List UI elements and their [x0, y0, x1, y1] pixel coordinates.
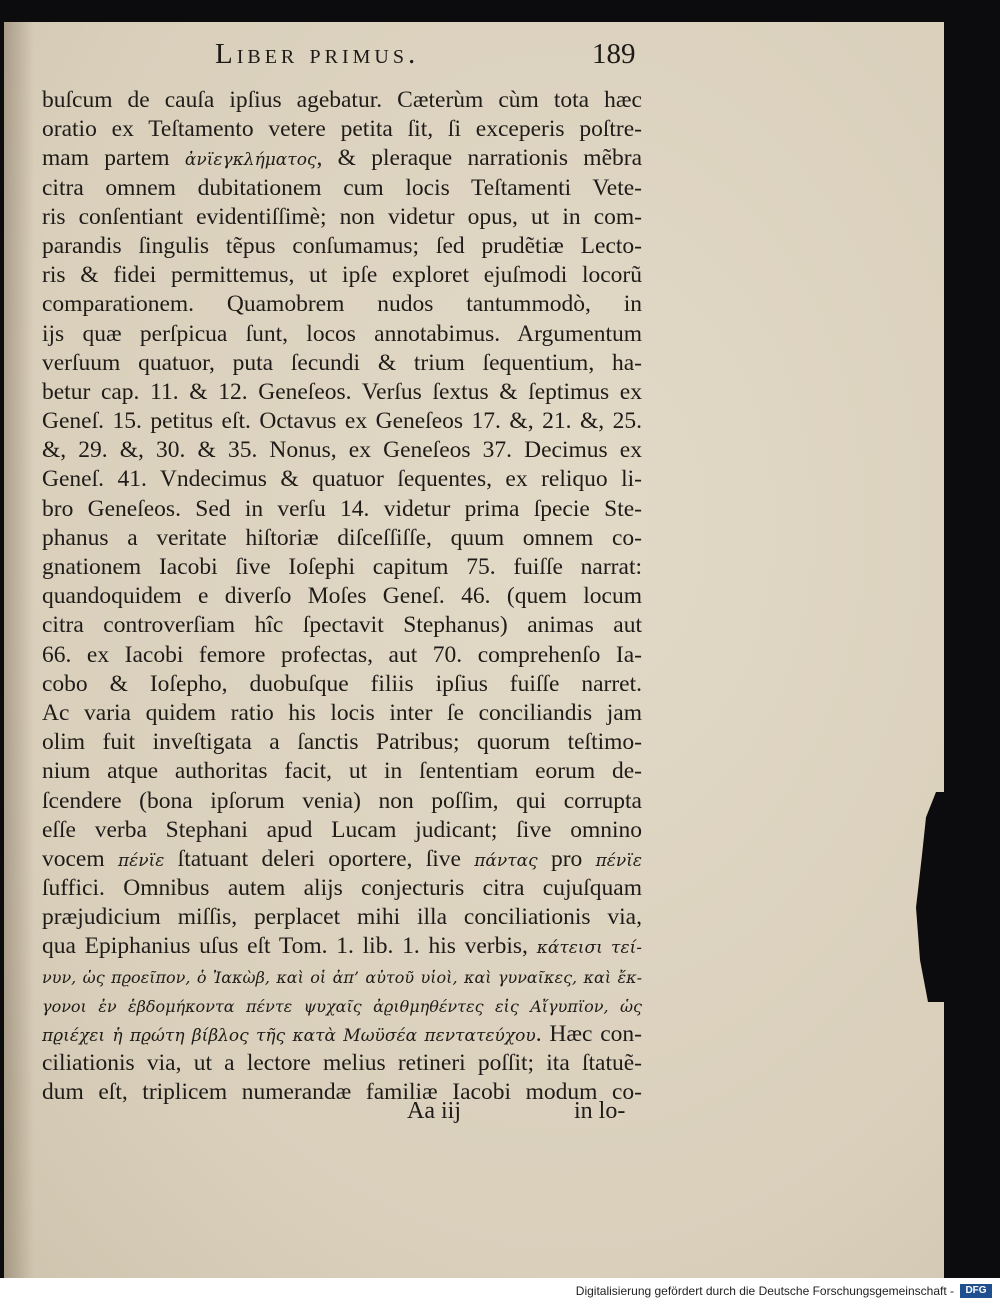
latin-text: parandis ſingulis tẽpus conſumamus; ſed prudẽtiæ Lecto-: [42, 232, 642, 259]
latin-text: , & pleraque narrationis mẽbra: [316, 145, 643, 172]
page-damage: [912, 792, 952, 1002]
latin-text: quandoquidem e diverſo Moſes Geneſ. 46. (quem locum: [42, 583, 642, 610]
latin-text: nium atque authoritas facit, ut in ſententiam eorum de-: [42, 758, 642, 785]
latin-text: eſſe verba Stephani apud Lucam judicant; ſive omnino: [42, 816, 642, 843]
text-line: [42, 641, 642, 670]
latin-text: ſuffici. Omnibus autem alijs conjecturis citra cujuſquam: [42, 875, 642, 902]
text-line: [42, 465, 642, 494]
text-line: [42, 728, 642, 757]
text-line: [42, 757, 642, 786]
greek-text: πένϊε: [117, 850, 165, 871]
text-line: [42, 874, 642, 903]
greek-text: πάντας: [474, 850, 538, 871]
text-line: [42, 436, 642, 465]
latin-text: ijs quæ perſpicua ſunt, locos annotabimus. Argumentum: [42, 320, 642, 347]
latin-text: ciliationis via, ut a lectore melius retineri poſſit; ita ſtatuẽ-: [42, 1050, 642, 1077]
text-line: [42, 932, 642, 961]
signature-mark: Aa iij: [407, 1098, 461, 1124]
text-line: [42, 407, 642, 436]
latin-text: pro: [537, 845, 596, 872]
latin-text: 66. ex Iacobi femore profectas, aut 70. comprehenſo Ia-: [42, 641, 642, 668]
text-line: [42, 290, 642, 319]
page-gutter-shadow: [4, 22, 34, 1278]
latin-text: ſtatuant deleri oportere, ſive: [164, 845, 475, 872]
text-line: [42, 553, 642, 582]
latin-text: Ac varia quidem ratio his locis inter ſe conciliandis jam: [42, 699, 642, 726]
latin-text: præjudicium miſſis, perplacet mihi illa conciliationis via,: [42, 904, 642, 931]
viewer-footer: [0, 1278, 1000, 1305]
text-line: [42, 582, 642, 611]
latin-text: ſcendere (bona ipſorum venia) non poſſim, qui corrupta: [42, 787, 642, 814]
text-line: [42, 787, 642, 816]
text-line: [42, 611, 642, 640]
text-line: [42, 378, 642, 407]
text-line: [42, 232, 642, 261]
greek-text: γονοι ἐν ἑβδομήκοντα πέντε ψυχαῖς ἀϱιθμηθέντες εἰς Αἴγυπϊον, ὡς: [42, 996, 642, 1016]
latin-text: phanus a veritate hiſtoriæ diſceſſiſſe, quum omnem co-: [42, 524, 642, 551]
text-line: [42, 1078, 642, 1107]
text-line: [42, 86, 642, 115]
greek-text: κάτεισι τεί-: [536, 938, 642, 959]
text-line: [42, 261, 642, 290]
latin-text: bro Geneſeos. Sed in verſu 14. videtur prima ſpecie Ste-: [42, 495, 642, 522]
text-line: [42, 320, 642, 349]
text-line: [42, 495, 642, 524]
running-title: Liber primus.: [215, 38, 420, 70]
latin-text: olim fuit inveſtigata a ſanctis Patribus; quorum teſtimo-: [42, 729, 642, 756]
text-line: [42, 816, 642, 845]
latin-text: buſcum de cauſa ipſius agebatur. Cæterùm cùm tota hæc: [42, 87, 642, 113]
text-line: [42, 1020, 642, 1049]
latin-text: ris conſentiant evidentiſſimè; non videtur opus, ut in com-: [42, 203, 642, 230]
page-header: [0, 38, 1000, 78]
greek-text: νυν, ὡς πϱοεῖπον, ὁ Ἰακὼβ, καὶ οἱ ἀπ’ αὐτοῦ υἱοὶ, καὶ γυναῖκες, καὶ ἔκ-: [42, 967, 642, 987]
latin-text: citra omnem dubitationem cum locis Teſtamenti Vete-: [42, 174, 642, 201]
text-line: [42, 524, 642, 553]
body-text: [42, 86, 642, 1108]
greek-text: πένϊε: [595, 850, 643, 871]
text-line: [42, 699, 642, 728]
latin-text: Geneſ. 41. Vndecimus & quatuor ſequentes, ex reliquo li-: [42, 466, 642, 493]
latin-text: ris & fidei permittemus, ut ipſe exploret ejuſmodi locorũ: [42, 262, 642, 289]
text-line: [42, 174, 642, 203]
text-line: [42, 903, 642, 932]
text-line: [42, 349, 642, 378]
text-line: [42, 144, 642, 173]
latin-text: betur cap. 11. & 12. Geneſeos. Verſus ſextus & ſeptimus ex: [42, 378, 642, 405]
dfg-logo: DFG: [960, 1284, 992, 1298]
text-line: [42, 115, 642, 144]
latin-text: &, 29. &, 30. & 35. Nonus, ex Geneſeos 37. Decimus ex: [42, 437, 642, 464]
text-line: [42, 991, 642, 1020]
text-line: [42, 845, 642, 874]
latin-text: dum eſt, triplicem numerandæ familiæ Iacobi modum co-: [42, 1079, 642, 1106]
text-line: [42, 670, 642, 699]
text-line: [42, 1049, 642, 1078]
latin-text: gnationem Iacobi ſive Ioſephi capitum 75. fuiſſe narrat:: [42, 554, 642, 580]
page-number: 189: [592, 38, 636, 70]
text-line: [42, 962, 642, 991]
latin-text: Geneſ. 15. petitus eſt. Octavus ex Geneſeos 17. &, 21. &, 25.: [42, 408, 642, 435]
latin-text: cobo & Ioſepho, duobuſque filiis ipſius fuiſſe narret.: [42, 670, 642, 697]
latin-text: comparationem. Quamobrem nudos tantummodò, in: [42, 291, 642, 318]
catchword: in lo-: [574, 1098, 626, 1124]
latin-text: . Hæc con-: [535, 1021, 642, 1047]
latin-text: verſuum quatuor, puta ſecundi & trium ſequentium, ha-: [42, 349, 642, 376]
greek-text: ἀνϊεγκλήματος: [184, 150, 317, 171]
latin-text: mam partem: [42, 145, 185, 172]
latin-text: oratio ex Teſtamento vetere petita ſit, ſi exceperis poſtre-: [42, 116, 642, 143]
latin-text: qua Epiphanius uſus eſt Tom. 1. lib. 1. his verbis,: [42, 933, 537, 960]
greek-text: πϱιέχει ἡ πϱώτη βίβλος τῆς κατὰ Μωϋσέα πεντατεύχου: [42, 1026, 536, 1046]
latin-text: vocem: [42, 845, 118, 872]
latin-text: citra controverſiam hîc ſpectavit Stephanus) animas aut: [42, 612, 642, 639]
text-line: [42, 203, 642, 232]
funding-credit: Digitalisierung gefördert durch die Deutsche Forschungsgemeinschaft -: [575, 1284, 954, 1298]
